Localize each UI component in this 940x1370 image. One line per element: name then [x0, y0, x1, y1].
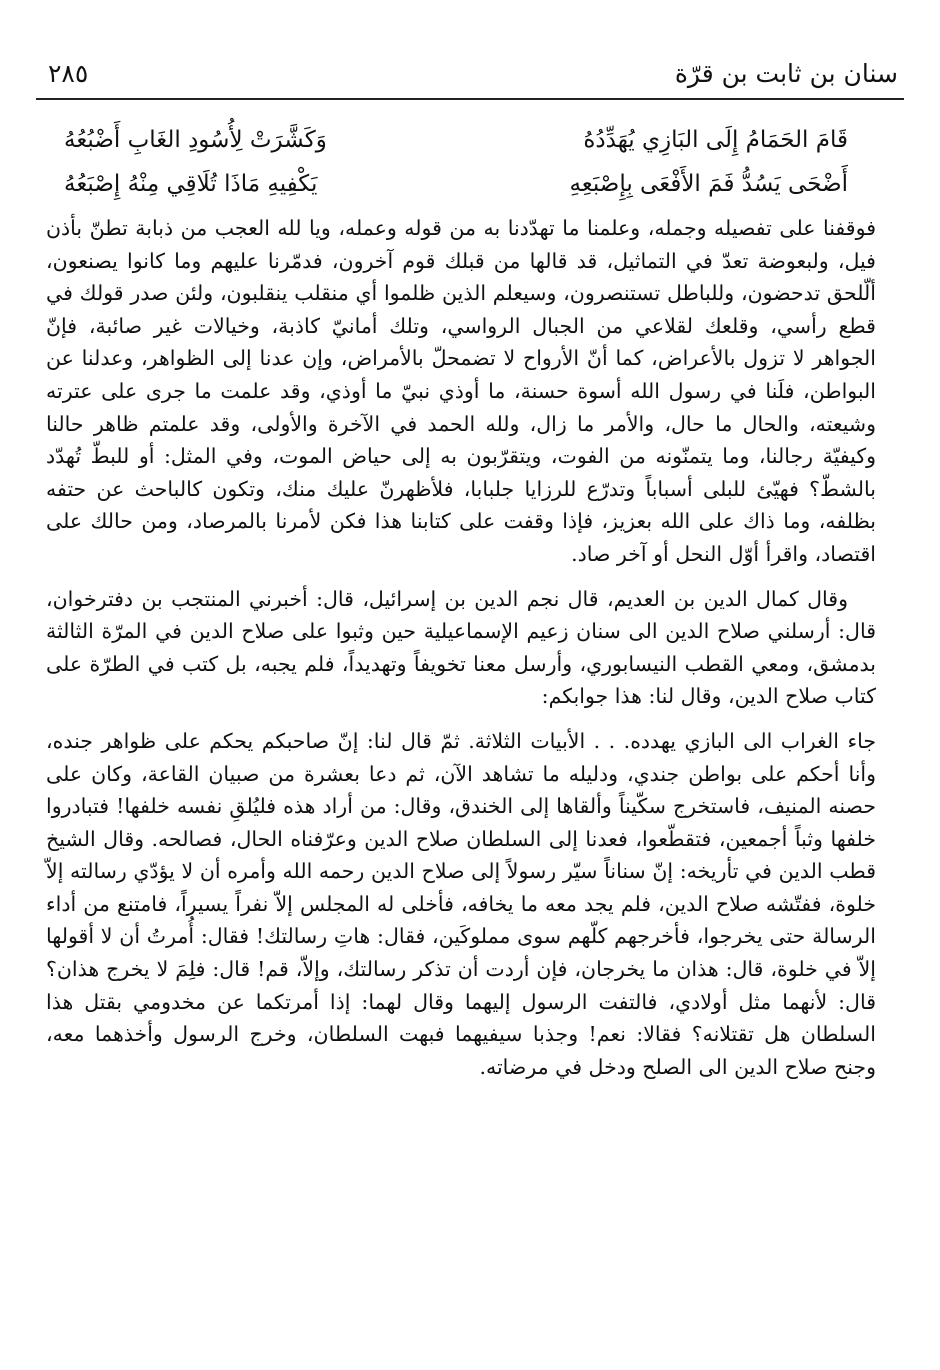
body-text — [46, 212, 876, 1095]
verse-1-first-hemistich: قَامَ الحَمَامُ إِلَى البَازِي يُهَدِّدُهُ — [583, 127, 848, 153]
verse-1 — [64, 120, 848, 164]
verse-2 — [64, 164, 848, 208]
header-rule — [36, 98, 904, 100]
poem — [64, 120, 848, 208]
paragraph-sinan-reply: جاء الغراب الى البازي يهدده. . . الأبيات الثلاثة. ثمّ قال لنا: إنّ صاحبكم يحكم على ظواهر جنده، وأنا أحكم على بواطن جندي، ودليله ما تشاهد الآن، ثم دعا بعشرة من صبيان القاعة، وكان على حصنه المنيف، فاستخرج سكّيناً وألقاها إلى الخندق، وقال: من أراد هذه فليُلقِ نفسه خلفها! فتبادروا خلفها وثباً أجمعين، فتقطّعوا، فعدنا إلى السلطان صلاح الدين وعرّفناه الحال، فصالحه. وقال الشيخ قطب الدين في تأريخه: إنّ سناناً سيّر رسولاً إلى صلاح الدين رحمه الله وأمره أن لا يؤدّي رسالته إلاّ خلوة، ففتّشه صلاح الدين، فلم يجد معه ما يخافه، فأخلى له المجلس إلاّ نفراً يسيراً، فامتنع من أداء الرسالة حتى يخرجوا، فأخرجهم كلّهم سوى مملوكَين، فقال: هاتِ رسالتك! فقال: أُمرتُ أن لا أقولها إلاّ في خلوة، قال: هذان ما يخرجان، فإن أردت أن تذكر رسالتك، وإلاّ، قم! قال: فلِمَ لا يخرج هذان؟ قال: لأنهما مثل أولادي، فالتفت الرسول إليهما وقال لهما: إذا أمرتكما عن مخدومي بقتل هذا السلطان هل تقتلانه؟ فقالا: نعم! وجذبا سيفيهما فبهت السلطان، وخرج الرسول وأخذهما معه، وجنح صلاح الدين الى الصلح ودخل في مرضاته. — [46, 728, 877, 1079]
paragraph-ibn-al-adim-report: وقال كمال الدين بن العديم، قال نجم الدين بن إسرائيل، قال: أخبرني المنتجب بن دفترخوان، قال: أرسلني صلاح الدين الى سنان زعيم الإسماعيلية حين وثبوا على صلاح الدين في المرّة الثالثة بدمشق، ومعي القطب النيسابوري، وأرسل معنا تخويفاً وتهديداً، فلم يجبه، بل كتب في الطرّة على كتاب صلاح الدين، وقال لنا: هذا جوابكم: — [46, 586, 876, 709]
verse-1-second-hemistich: وَكَشَّرَتْ لِأُسُودِ الغَابِ أَضْبُعُهُ — [64, 127, 327, 153]
verse-2-first-hemistich: أَضْحَى يَسُدُّ فَمَ الأَفْعَى بِإِصْبَعِهِ — [569, 171, 848, 197]
running-header — [36, 44, 904, 102]
page-number: ٢٨٥ — [48, 59, 89, 88]
paragraph-letter-continuation: فوقفنا على تفصيله وجمله، وعلمنا ما تهدّدنا به من قوله وعمله، ويا لله العجب من ذبابة تطنّ بأذن فيل، ولبعوضة تعدّ في التماثيل، قد قالها من قبلك قوم آخرون، فدمّرنا عليهم وما كانوا يصنعون، ألّلحق تدحضون، وللباطل تستنصرون، وسيعلم الذين ظلموا أي منقلب ينقلبون، ولئن صدر قولك في قطع رأسي، وقلعك لقلاعي من الجبال الرواسي، وتلك أمانيّ كاذبة، وخيالات غير صائبة، فإنّ الجواهر لا تزول بالأعراض، كما أنّ الأرواح لا تضمحلّ بالأمراض، وإن عدنا إلى الظواهر، وعدلنا عن البواطن، فلَنا في رسول الله أسوة حسنة، ما أوذي نبيّ ما أوذي، وقد علمت ما جرى على عترته وشيعته، والحال ما حال، والأمر ما زال، ولله الحمد في الآخرة والأولى، وقد علمتم ظاهر حالنا وكيفيّة رجالنا، وما يتمنّونه من الفوت، ويتقرّبون به إلى حياض الموت، وفي المثل: أو للبطّ تُهدّد بالشطّ؟ فهيّئ للبلى أسباباً وتدرّع للرزايا جلبابا، فلأظهرنّ عليك منك، وتكون كالباحث عن حتفه بظلفه، وما ذاك على الله بعزيز، فإذا وقفت على كتابنا هذا فكن لأمرنا بالمرصاد، ومن حالك على اقتصاد، واقرأ أوّل النحل أو آخر صاد. — [46, 216, 876, 566]
verse-2-second-hemistich: يَكْفِيهِ مَاذَا تُلَاقِي مِنْهُ إِصْبَعُهُ — [64, 171, 318, 197]
running-title: سنان بن ثابت بن قرّة — [674, 59, 898, 88]
